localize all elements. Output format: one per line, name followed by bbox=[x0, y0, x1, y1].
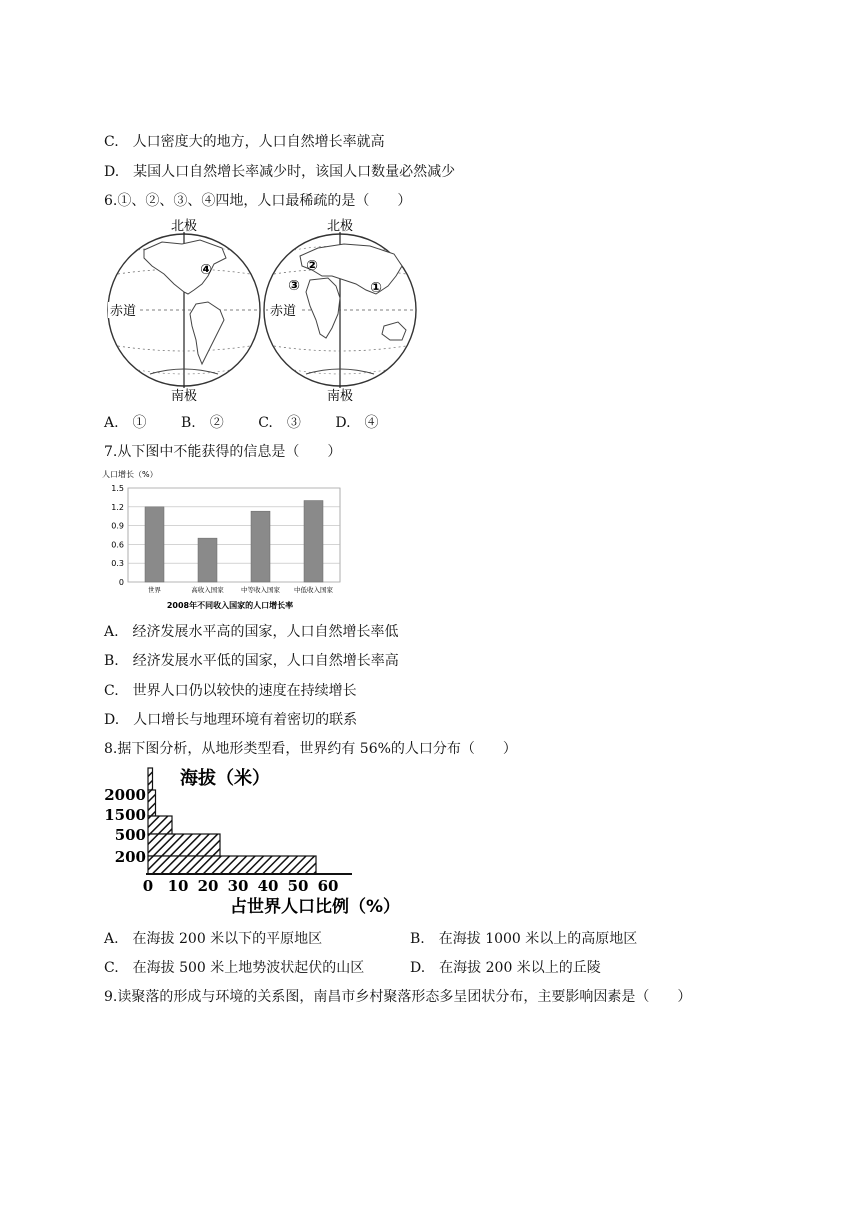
q6-stem: 6.①、②、③、④四地，人口最稀疏的是（ ） bbox=[104, 193, 412, 209]
q6-options bbox=[104, 412, 409, 432]
chart1-xtick: 中低收入国家 bbox=[294, 586, 333, 594]
chart1-title: 2008年不同收入国家的人口增长率 bbox=[166, 601, 294, 610]
q7-stem: 7.从下图中不能获得的信息是（ ） bbox=[104, 444, 342, 460]
chart2-ytick: 2000 bbox=[104, 786, 146, 804]
chart2-band bbox=[148, 834, 220, 856]
chart1-bar bbox=[145, 507, 164, 582]
q6-option-c: C. ③ bbox=[258, 415, 301, 431]
chart2-xlabel: 占世界人口比例（%） bbox=[230, 897, 401, 917]
q6-option-d: D. ④ bbox=[335, 415, 379, 431]
chart2-xtick: 50 bbox=[287, 877, 309, 895]
q7-option-d: D. 人口增长与地理环境有着密切的联系 bbox=[104, 712, 358, 728]
chart1-bar bbox=[304, 501, 323, 582]
q6-option-a: A. ① bbox=[104, 415, 147, 431]
chart1-bar bbox=[198, 538, 217, 582]
chart2-xtick: 30 bbox=[227, 877, 249, 895]
marker-2: ② bbox=[306, 258, 318, 274]
chart1-xtick: 高收入国家 bbox=[191, 586, 224, 594]
elevation-population-chart bbox=[100, 764, 410, 920]
chart1-ytick: 1.2 bbox=[111, 502, 124, 512]
chart2-ytick: 500 bbox=[114, 826, 146, 844]
equator-label-east: 赤道 bbox=[270, 304, 297, 319]
chart2-xtick: 40 bbox=[257, 877, 279, 895]
q7-option-b: B. 经济发展水平低的国家，人口自然增长率高 bbox=[104, 653, 399, 669]
population-growth-bar-chart bbox=[100, 466, 350, 612]
chart2-xtick: 10 bbox=[167, 877, 189, 895]
chart2-band bbox=[148, 816, 172, 834]
q9-stem: 9.读聚落的形成与环境的关系图，南昌市乡村聚落形态多呈团状分布，主要影响因素是（ ） bbox=[104, 989, 692, 1005]
chart1-xtick: 中等收入国家 bbox=[241, 586, 280, 594]
q7-option-c: C. 世界人口仍以较快的速度在持续增长 bbox=[104, 683, 357, 699]
chart2-xtick: 60 bbox=[317, 877, 339, 895]
q5-option-c: C. 人口密度大的地方，人口自然增长率就高 bbox=[104, 134, 385, 150]
q8-option-d: D. 在海拔 200 米以上的丘陵 bbox=[410, 960, 601, 976]
equator-label-west: 赤道 bbox=[110, 304, 137, 319]
south-pole-label-west: 南极 bbox=[170, 389, 198, 404]
marker-3: ③ bbox=[288, 278, 300, 294]
south-pole-label-east: 南极 bbox=[326, 389, 354, 404]
chart1-ytick: 0.9 bbox=[111, 521, 124, 531]
chart1-xtick: 世界 bbox=[148, 586, 161, 594]
chart2-xtick: 0 bbox=[142, 877, 154, 895]
world-hemispheres-map bbox=[104, 214, 434, 404]
marker-4: ④ bbox=[200, 262, 212, 278]
north-pole-label-west: 北极 bbox=[170, 219, 198, 234]
q7-option-a: A. 经济发展水平高的国家，人口自然增长率低 bbox=[104, 624, 399, 640]
q8-option-b: B. 在海拔 1000 米以上的高原地区 bbox=[410, 931, 638, 947]
chart1-ylabel: 人口增长（%） bbox=[102, 470, 158, 479]
q8-stem: 8.据下图分析，从地形类型看，世界约有 56%的人口分布（ ） bbox=[104, 741, 517, 757]
q8-option-a: A. 在海拔 200 米以下的平原地区 bbox=[104, 931, 323, 947]
north-pole-label-east: 北极 bbox=[326, 219, 354, 234]
q6-option-b: B. ② bbox=[181, 415, 224, 431]
marker-1: ① bbox=[370, 280, 382, 296]
chart2-ytick: 1500 bbox=[104, 806, 146, 824]
chart2-ylabel: 海拔（米） bbox=[180, 768, 270, 789]
chart1-ytick: 1.5 bbox=[111, 484, 124, 493]
q8-option-c: C. 在海拔 500 米上地势波状起伏的山区 bbox=[104, 960, 365, 976]
chart2-ytick: 200 bbox=[114, 848, 146, 866]
chart2-band bbox=[148, 768, 153, 790]
chart1-ytick: 0.3 bbox=[111, 559, 124, 569]
chart1-ytick: 0.6 bbox=[111, 540, 124, 550]
chart1-ytick: 0 bbox=[118, 578, 124, 587]
chart2-band bbox=[148, 856, 316, 874]
q5-option-d: D. 某国人口自然增长率减少时，该国人口数量必然减少 bbox=[104, 164, 456, 180]
chart2-xtick: 20 bbox=[197, 877, 219, 895]
chart1-bar bbox=[251, 511, 270, 582]
chart2-band bbox=[148, 790, 156, 816]
